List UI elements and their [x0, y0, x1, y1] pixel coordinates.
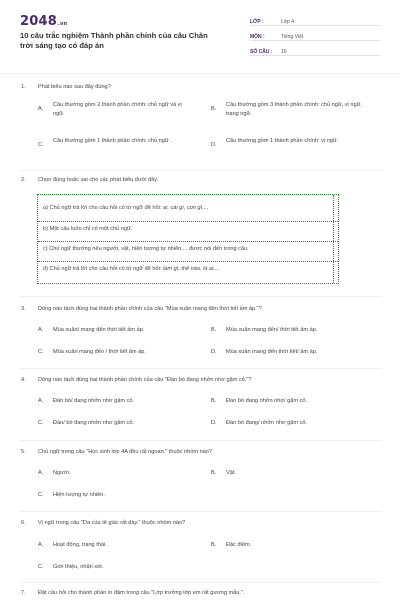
option-letter: A.: [38, 398, 44, 404]
option-letter: B.: [211, 470, 217, 476]
question-6: [21, 520, 185, 526]
option-5c[interactable]: [38, 491, 183, 500]
option-letter: C.: [38, 142, 44, 148]
question-divider: [20, 440, 382, 441]
statement-text: b) Một câu luôn chỉ có một chủ ngữ.: [43, 226, 133, 232]
question-divider: [20, 511, 382, 512]
document-header: [0, 0, 400, 66]
option-1d[interactable]: [211, 137, 371, 150]
option-3b[interactable]: [211, 326, 376, 335]
option-text: Câu thường gồm 1 thành phần chính: vị ngữ.: [226, 138, 339, 144]
meta-value: 10: [281, 49, 287, 55]
question-4: [21, 377, 251, 383]
option-4b[interactable]: [211, 397, 376, 406]
meta-key: LỚP :: [250, 19, 264, 25]
statement-text: a) Chủ ngữ trả lời cho câu hỏi có từ ngữ để hỏi:: [43, 205, 162, 211]
question-text: Phát biểu nào sau đây đúng?: [38, 84, 111, 90]
document-title: 10 câu trắc nghiệm Thành phần chính của câu Chân trời sáng tạo có đáp án: [20, 31, 208, 50]
question-text: Chọn đúng hoặc sai cho các phát biểu dưới đây.: [38, 177, 159, 183]
option-letter: B.: [211, 106, 217, 112]
option-text: Đàn bò/ đang nhởn nhơ gặm cỏ.: [53, 398, 135, 404]
question-5: [21, 449, 212, 455]
option-letter: A.: [38, 542, 44, 548]
question-number: 6.: [21, 520, 26, 526]
question-number: 4.: [21, 377, 26, 383]
option-letter: B.: [211, 542, 217, 548]
meta-grade: [250, 15, 380, 26]
question-1: [21, 84, 111, 90]
meta-key: SỐ CÂU :: [250, 49, 273, 55]
option-letter: C.: [38, 564, 44, 570]
statement-italic: làm gì, thế nào, là ai,...: [163, 266, 220, 272]
meta-subject: [250, 30, 380, 41]
meta-key: MÔN :: [250, 34, 265, 40]
option-letter: A.: [38, 327, 44, 333]
option-text: Mùa xuân mang đến thời tiết/ ấm áp.: [226, 349, 318, 355]
option-4d[interactable]: [211, 419, 376, 428]
question-7: [21, 590, 245, 596]
option-6b[interactable]: [211, 541, 356, 550]
option-text: Hiện tượng tự nhiên.: [53, 492, 105, 498]
statement-a[interactable]: [38, 201, 338, 215]
option-1c[interactable]: [38, 137, 183, 150]
option-text: Người.: [53, 470, 71, 476]
option-letter: C.: [38, 349, 44, 355]
option-letter: A.: [38, 106, 44, 112]
statement-text: d) Chủ ngữ trả lời cho câu hỏi có từ ngữ để hỏi:: [43, 266, 162, 272]
option-letter: C.: [38, 420, 44, 426]
option-3c[interactable]: [38, 348, 203, 357]
question-divider: [20, 582, 382, 583]
question-divider: [20, 296, 382, 297]
logo-suffix: .vn: [57, 21, 68, 27]
meta-value: Lớp 4: [281, 19, 295, 25]
option-letter: D.: [211, 142, 217, 148]
option-4a[interactable]: [38, 397, 203, 406]
option-5a[interactable]: [38, 469, 183, 478]
option-letter: A.: [38, 470, 44, 476]
true-false-table: [37, 194, 339, 284]
option-text: Giới thiệu, nhận xét.: [53, 564, 104, 570]
question-3: [21, 306, 262, 312]
option-text: Câu thường gồm 2 thành phần chính: chủ ngữ và vị ngữ.: [53, 102, 182, 117]
option-6c[interactable]: [38, 563, 183, 572]
question-number: 5.: [21, 449, 26, 455]
option-text: Đàn bò đang/ nhởn nhơ gặm cỏ.: [226, 420, 308, 426]
header-divider: [0, 73, 400, 74]
option-letter: B.: [211, 398, 217, 404]
option-text: Mùa xuân mang đến/ thời tiết ấm áp.: [226, 327, 318, 333]
question-text: Đặt câu hỏi cho thành phần in đậm trong câu "Lớp trưởng lớp em rất gương mẫu.".: [38, 590, 245, 596]
statement-text: c) Chủ ngữ thường nêu người, vật, hiện tượng tự nhiên,... được nói đến trong câu.: [43, 246, 249, 252]
option-1b[interactable]: [211, 101, 376, 119]
question-number: 7.: [21, 590, 26, 596]
meta-value: Tiếng Việt: [281, 34, 304, 40]
option-text: Đàn/ bò đang nhởn nhơ gặm cỏ.: [53, 420, 135, 426]
option-3a[interactable]: [38, 326, 203, 335]
question-text: Chủ ngữ trong câu "Học sinh lớp 4A đều rất ngoan." thuộc nhóm nào?: [38, 449, 213, 455]
logo-text: 2048: [20, 14, 57, 29]
question-text: Dòng nào tách đúng hai thành phần chính của câu "Mùa xuân mang đến thời tiết ấm áp."?: [38, 306, 262, 312]
option-text: Câu thường gồm 1 thành phần chính: chủ ngữ .: [53, 138, 172, 144]
option-1a[interactable]: [38, 101, 183, 119]
option-3d[interactable]: [211, 348, 376, 357]
statement-b[interactable]: [38, 221, 338, 235]
option-text: Đặc điểm.: [226, 542, 252, 548]
question-text: Dòng nào tách đúng hai thành phần chính của câu "Đàn bò đang nhởn nhơ gặm cỏ."?: [38, 377, 252, 383]
site-logo[interactable]: [20, 14, 67, 29]
option-text: Mùa xuân mang đến / thời tiết ấm áp.: [53, 349, 146, 355]
option-6a[interactable]: [38, 541, 183, 550]
question-divider: [20, 368, 382, 369]
option-text: Hoạt động, trạng thái.: [53, 542, 107, 548]
statement-d[interactable]: [38, 261, 338, 275]
meta-question-count: [250, 45, 380, 56]
statement-c[interactable]: [38, 241, 338, 255]
option-letter: D.: [211, 349, 217, 355]
option-letter: B.: [211, 327, 217, 333]
statement-italic: ai, cái gì, con gì,...: [163, 205, 209, 211]
question-number: 3.: [21, 306, 26, 312]
option-5b[interactable]: [211, 469, 356, 478]
question-divider: [20, 170, 382, 171]
answer-column-divider: [333, 195, 334, 283]
question-2: [21, 177, 158, 183]
option-4c[interactable]: [38, 419, 203, 428]
option-letter: C.: [38, 492, 44, 498]
question-text: Vị ngữ trong câu "Da của tê giác rất dày." thuộc nhóm nào?: [38, 520, 186, 526]
option-text: Đàn bò đang nhởn nhơ/ gặm cỏ.: [226, 398, 308, 404]
option-text: Mùa xuân/ mang đến thời tiết ấm áp.: [53, 327, 145, 333]
option-letter: D.: [211, 420, 217, 426]
question-number: 2.: [21, 177, 26, 183]
option-text: Vật.: [226, 470, 236, 476]
question-number: 1.: [21, 84, 26, 90]
option-text: Câu thường gồm 3 thành phần chính: chủ ngữ, vị ngữ, trạng ngữ.: [226, 102, 362, 117]
